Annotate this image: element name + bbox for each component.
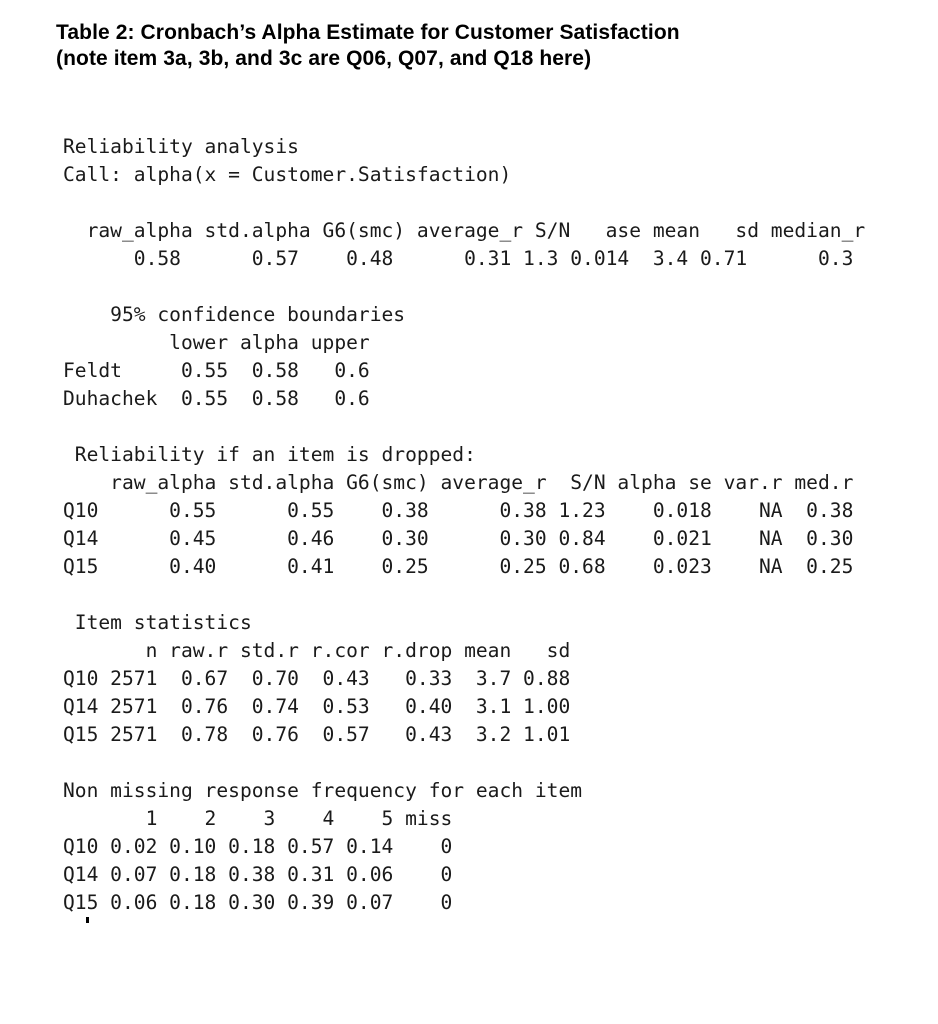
dropped-row-q10: Q10 0.55 0.55 0.38 0.38 1.23 0.018 NA 0.38: [63, 499, 854, 522]
caption-title: Table 2: Cronbach’s Alpha Estimate for Customer Satisfaction: [56, 21, 680, 44]
dropped-row-q14: Q14 0.45 0.46 0.30 0.30 0.84 0.021 NA 0.30: [63, 527, 854, 550]
table-caption: [56, 20, 680, 72]
confidence-row-duhachek: Duhachek 0.55 0.58 0.6: [63, 387, 370, 410]
blank-line: [63, 749, 865, 777]
item-stats-title: Item statistics: [63, 611, 252, 634]
frequency-row-q14: Q14 0.07 0.18 0.38 0.31 0.06 0: [63, 863, 453, 886]
blank-line: [63, 581, 865, 609]
summary-header: raw_alpha std.alpha G6(smc) average_r S/N ase mean sd median_r: [63, 219, 866, 242]
blank-line: [63, 189, 865, 217]
frequency-title: Non missing response frequency for each item: [63, 779, 583, 802]
dropped-row-q15: Q15 0.40 0.41 0.25 0.25 0.68 0.023 NA 0.25: [63, 555, 854, 578]
summary-row: 0.58 0.57 0.48 0.31 1.3 0.014 3.4 0.71 0.3: [63, 247, 854, 270]
cursor-mark: [86, 917, 89, 923]
blank-line: [63, 273, 865, 301]
output-title: Reliability analysis: [63, 135, 299, 158]
frequency-header: 1 2 3 4 5 miss: [63, 807, 453, 830]
confidence-header: lower alpha upper: [63, 331, 370, 354]
confidence-row-feldt: Feldt 0.55 0.58 0.6: [63, 359, 370, 382]
item-stats-row-q10: Q10 2571 0.67 0.70 0.43 0.33 3.7 0.88: [63, 667, 571, 690]
frequency-row-q10: Q10 0.02 0.10 0.18 0.57 0.14 0: [63, 835, 453, 858]
r-console-output: [63, 133, 865, 917]
frequency-row-q15: Q15 0.06 0.18 0.30 0.39 0.07 0: [63, 891, 453, 914]
caption-note: (note item 3a, 3b, and 3c are Q06, Q07, and Q18 here): [56, 47, 592, 70]
blank-line: [63, 413, 865, 441]
item-stats-row-q14: Q14 2571 0.76 0.74 0.53 0.40 3.1 1.00: [63, 695, 571, 718]
function-call: Call: alpha(x = Customer.Satisfaction): [63, 163, 512, 186]
item-stats-row-q15: Q15 2571 0.78 0.76 0.57 0.43 3.2 1.01: [63, 723, 571, 746]
confidence-title: 95% confidence boundaries: [63, 303, 406, 326]
item-stats-header: n raw.r std.r r.cor r.drop mean sd: [63, 639, 571, 662]
dropped-title: Reliability if an item is dropped:: [63, 443, 476, 466]
dropped-header: raw_alpha std.alpha G6(smc) average_r S/N alpha se var.r med.r: [63, 471, 854, 494]
